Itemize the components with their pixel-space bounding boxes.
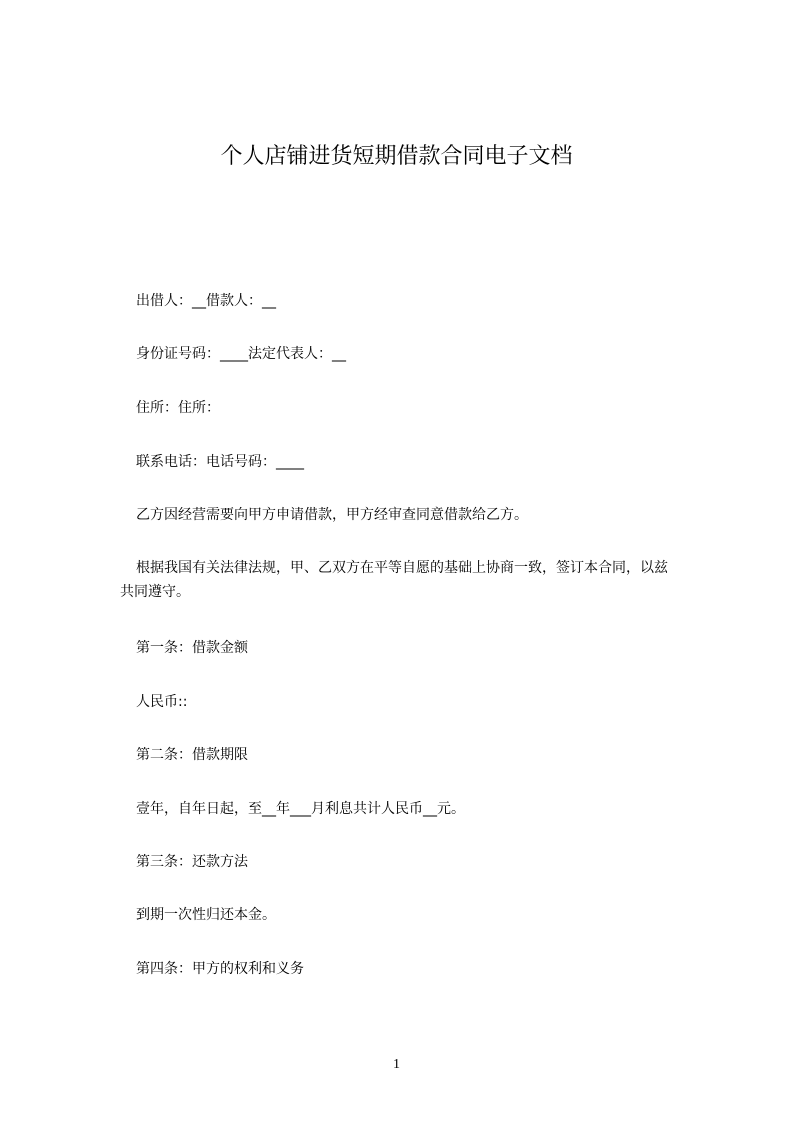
page-number: 1 [393,1057,400,1072]
address-line: 住所：住所： [136,400,220,416]
intro-paragraph: 乙方因经营需要向甲方申请借款，甲方经审查同意借款给乙方。 [136,507,528,523]
article-1-heading: 第一条：借款金额 [136,640,248,656]
article-2-heading: 第二条：借款期限 [136,747,248,763]
legal-basis-paragraph: 根据我国有关法律法规，甲、乙双方在平等自愿的基础上协商一致，签订本合同，以兹共同遵守。 [120,560,668,600]
phone-line: 联系电话：电话号码：____ [136,454,304,470]
repayment-line: 到期一次性归还本金。 [136,907,276,923]
article-3-heading: 第三条：还款方法 [136,854,248,870]
parties-line: 出借人：__借款人：__ [136,293,276,309]
amount-line: 人民币:: [136,694,188,710]
id-number-line: 身份证号码：____法定代表人：__ [136,346,346,362]
term-line: 壹年，自年日起，至__年___月利息共计人民币__元。 [136,801,465,817]
article-4-heading: 第四条：甲方的权利和义务 [136,961,304,977]
document-title: 个人店铺进货短期借款合同电子文档 [220,144,573,169]
